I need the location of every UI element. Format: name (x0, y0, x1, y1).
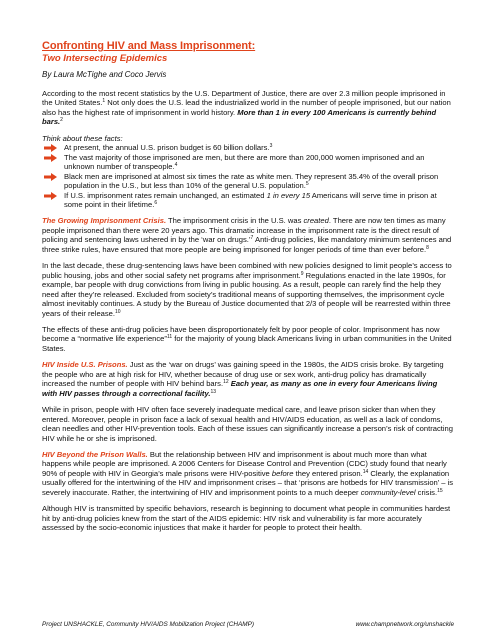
footer-url[interactable]: www.champnetwork.org/unshackle (355, 621, 454, 628)
list-item: At present, the annual U.S. prison budget is 60 billion dollars.$^3$ (42, 143, 454, 152)
arrow-bullet-icon (44, 154, 57, 162)
arrow-bullet-icon (44, 192, 57, 200)
arrow-bullet-icon (44, 144, 57, 152)
section-heading: HIV Beyond the Prison Walls. (42, 449, 148, 459)
think-heading: Think about these facts: (42, 133, 123, 143)
section-heading: HIV Inside U.S. Prisons. (42, 360, 128, 370)
document-title: Confronting HIV and Mass Imprisonment: (42, 40, 256, 52)
facts-list (42, 143, 454, 209)
list-item: If U.S. imprisonment rates remain unchanged, an estimated 1 in every 15 Americans will serve time in prison at some point in their lifetime.$^6$ (42, 191, 454, 210)
list-item: Black men are imprisoned at almost six times the rate as white men. They represent 35.4% of the overall prison population in the U.S., but less than 10% of the general U.S. population.$^5$ (42, 172, 454, 191)
although-paragraph: Although HIV is transmitted by specific behaviors, research is beginning to document what people in communities hardest hit by anti-drug policies knew from the start of the AIDS epidemic: HIV risk and vulnerability is far more accurately assessed by the socio-economic injustices that make it harder for people to protect their health. (42, 504, 451, 533)
document-page (42, 40, 454, 533)
section-heading: The Growing Imprisonment Crisis. (42, 216, 167, 226)
intro-paragraph: According to the most recent statistics by the U.S. Department of Justice, there are over 2.3 million people imprisoned in the United States.$^1$ Not only does the U.S. lead the industrialized world in the number of people imprisoned, but our nation also has the highest rate of imprisonment in world history. More than 1 in every 100 Americans is currently behind bars.$^2$ (42, 89, 451, 127)
document-subtitle: Two Intersecting Epidemics (42, 53, 168, 64)
list-item: The vast majority of those imprisoned are men, but there are more than 200,000 women imprisoned and an unknown number of transpeople.$^4$ (42, 153, 454, 172)
inside-paragraph: HIV Inside U.S. Prisons. Just as the ‘war on drugs’ was gaining speed in the 1980s, the AIDS crisis broke. By targeting the people who are at high risk for HIV, whether because of drug use or sex work, anti-drug policy has dramatically increased the number of people with HIV behind bars.$^{12}$ Each year, as many as one in every four Americans living with HIV passes through a correctional facility.$^{13}$ (42, 360, 444, 398)
growing-paragraph: The Growing Imprisonment Crisis. The imprisonment crisis in the U.S. was created. There are now ten times as many people imprisoned than there were 20 years ago. This dramatic increase in the imprisonment rate is the direct result of policing and sentencing laws ushered in by the ‘war on drugs.’$^7$ Anti-drug policies, like mandatory minimum sentences and three strike rules, have ensured that more people are being imprisoned for longer periods of time than ever before.$^8$ (42, 216, 452, 254)
beyond-paragraph: HIV Beyond the Prison Walls. But the relationship between HIV and imprisonment is about much more than what happens while people are imprisoned. A 2006 Centers for Disease Control and Prevention (CDC) study found that nearly 90% of people with HIV in Georgia’s male prisons were HIV-positive before they entered prison.$^{14}$ Clearly, the explanation usually offered for the intertwining of the HIV and imprisonment crises – that ‘prisons are hotbeds for HIV transmission’ – is severely inaccurate. Rather, the intertwining of HIV and imprisonment points to a much deeper community-level crisis.$^{15}$ (42, 449, 454, 497)
effects-paragraph: The effects of these anti-drug policies have been disproportionately felt by poor people of color. Imprisonment has now become a “normative life experience”$^{11}$ for the majority of young black Americans living in urban communities in the United States. (42, 324, 452, 353)
arrow-bullet-icon (44, 173, 57, 181)
intro-emphasis: More than 1 in every 100 Americans is currently behind bars. (42, 107, 437, 127)
byline: By Laura McTighe and Coco Jervis (42, 70, 167, 79)
while-paragraph: While in prison, people with HIV often face severely inadequate medical care, and leave prison sicker than when they entered. Moreover, people in prison face a lack of sexual health and HIV/AIDS education, as well as a lack of condoms, clean needles and other HIV-prevention tools. Each of these issues can significantly increase a person’s risk of contracting HIV while he or she is imprisoned. (42, 405, 453, 443)
decade-paragraph: In the last decade, these drug-sentencing laws have been combined with new policies designed to limit people’s access to public housing, jobs and other social safety net programs after imprisonment.$^9$ Regulations enacted in the late 1990s, for example, bar people with drug convictions from living in public housing. As a result, people can rarely find the help they need after they’re released. Excluded from society’s traditional means of supporting themselves, the imprisonment cycle almost inevitably continues. A study by the Bureau of Justice documented that 2/3 of people will be rearrested within three years of their release.$^{10}$ (42, 261, 452, 318)
footer-project: Project UNSHACKLE, Community HIV/AIDS Mobilization Project (CHAMP) (42, 621, 255, 628)
